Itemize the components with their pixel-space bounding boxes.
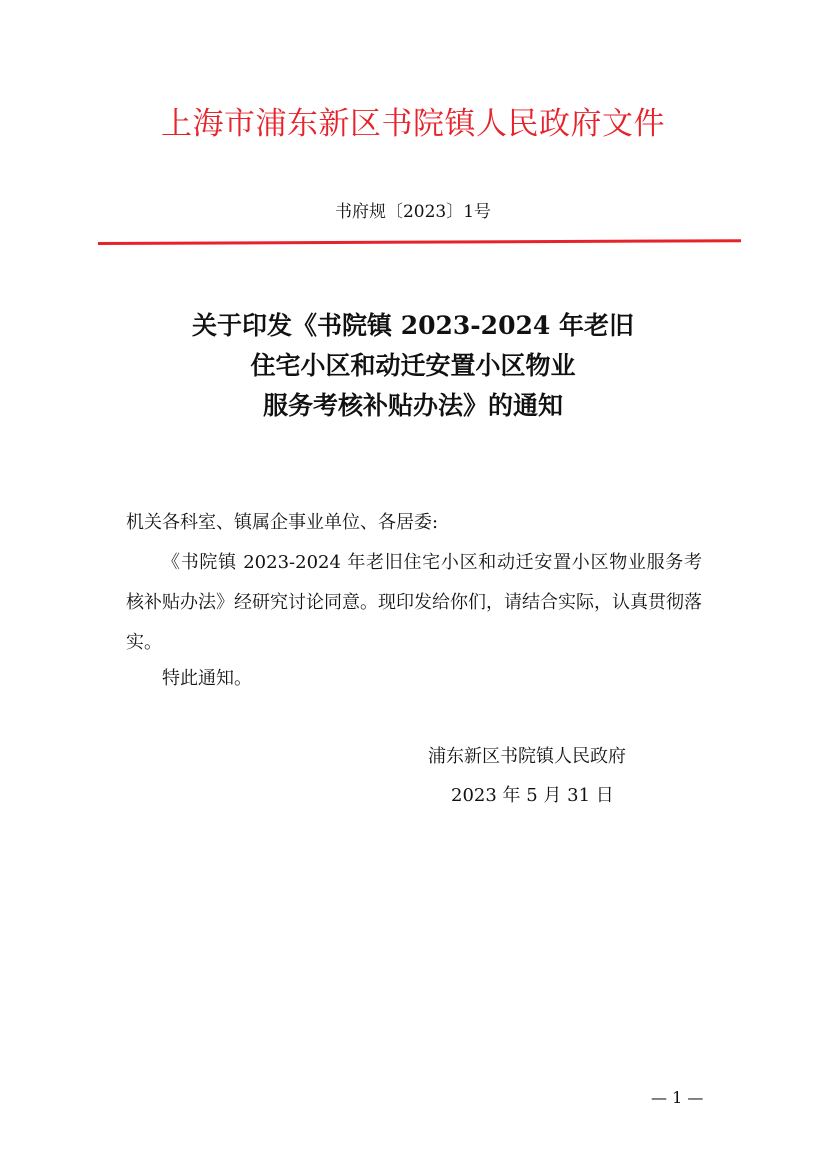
red-separator-line <box>98 239 741 245</box>
title-line: 关于印发《书院镇 2023-2024 年老旧 <box>192 311 634 340</box>
notice-title <box>0 306 826 426</box>
issuing-authority: 浦东新区书院镇人民政府 <box>428 746 626 767</box>
closing-remark: 特此通知。 <box>162 668 252 689</box>
title-line: 住宅小区和动迁安置小区物业 <box>250 351 576 380</box>
body-paragraph: 《书院镇 2023-2024 年老旧住宅小区和动迁安置小区物业服务考核补贴办法》经研究讨论同意。现印发给你们，请结合实际，认真贯彻落实。 <box>126 552 702 653</box>
page-number: — 1 — <box>651 1088 704 1107</box>
title-line: 服务考核补贴办法》的通知 <box>262 391 563 420</box>
issue-date: 2023 年 5 月 31 日 <box>451 785 614 806</box>
document-number: 书府规〔2023〕1号 <box>334 202 492 222</box>
salutation: 机关各科室、镇属企事业单位、各居委: <box>126 512 439 533</box>
document-masthead: 上海市浦东新区书院镇人民政府文件 <box>161 106 665 142</box>
